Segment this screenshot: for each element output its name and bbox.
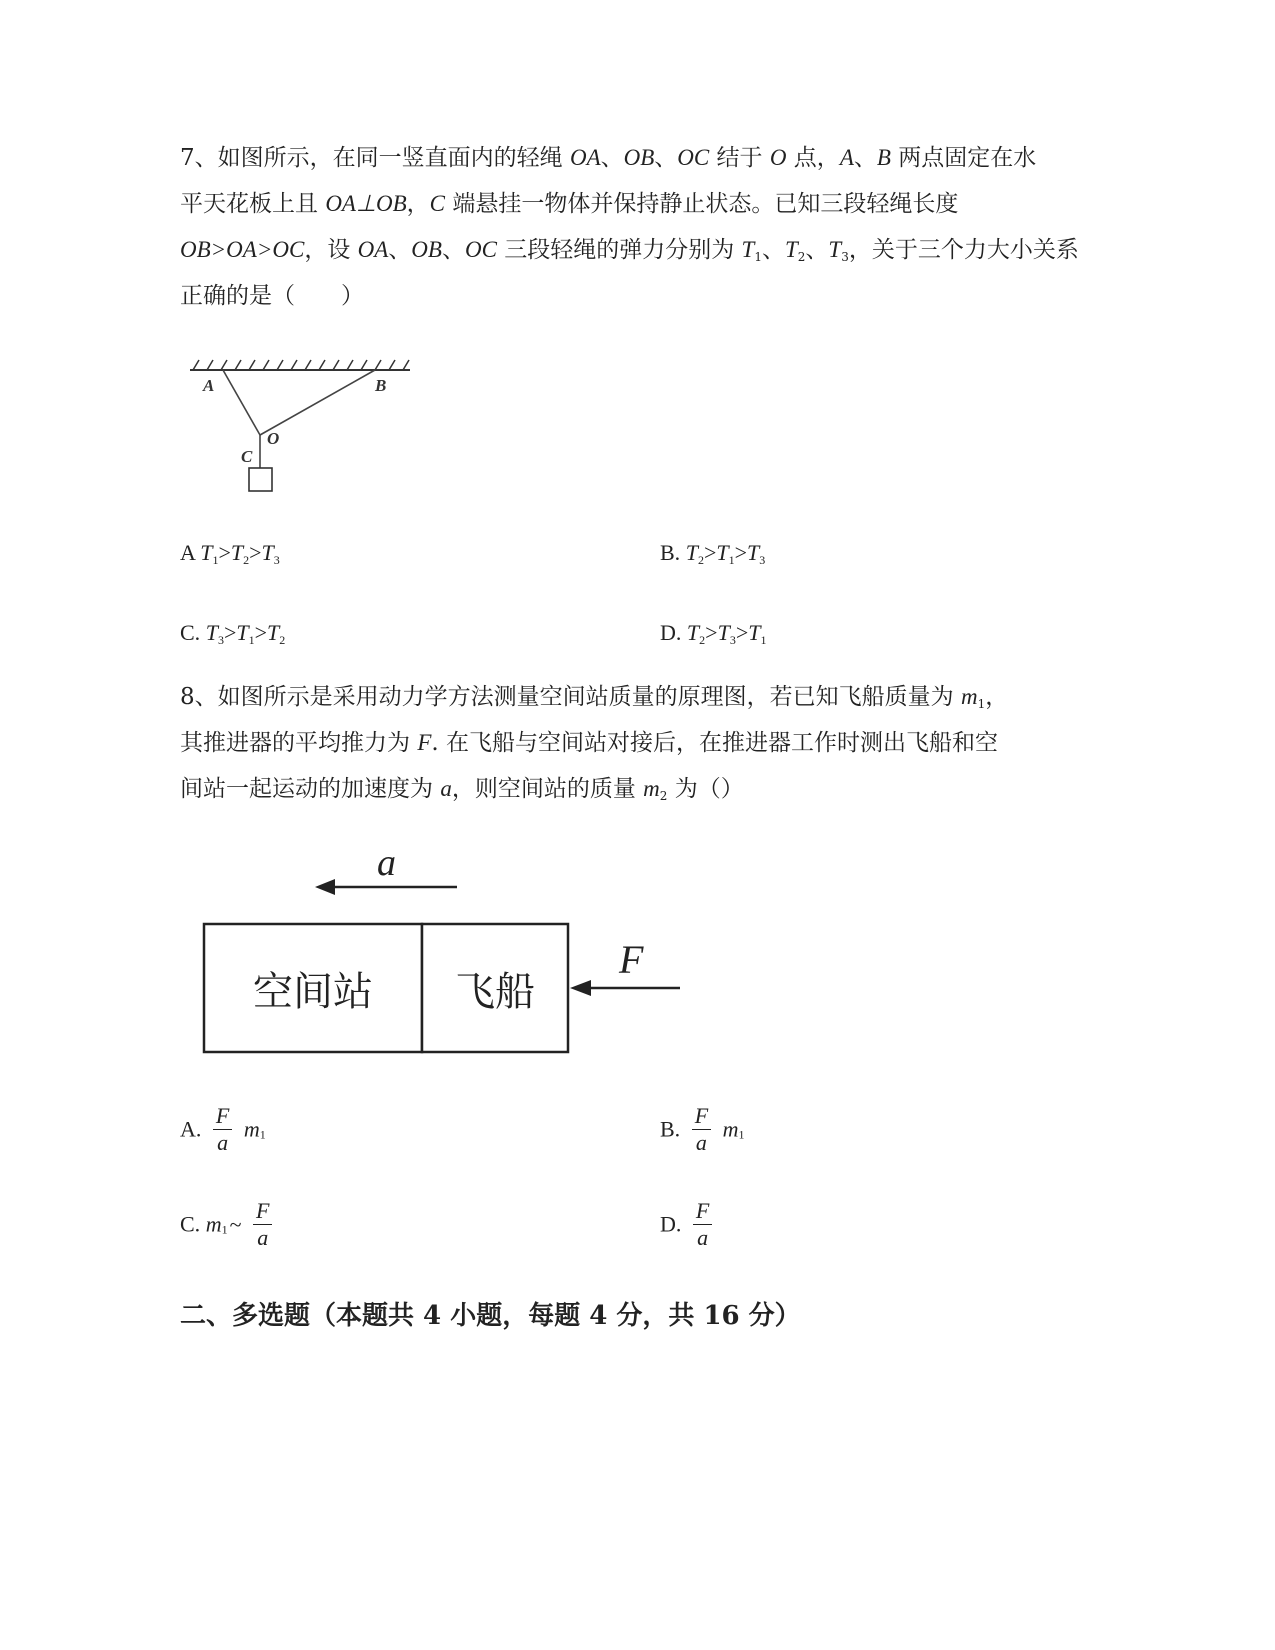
q8-docking-figure [195,840,695,1060]
q8-option-c[interactable]: C. $m_1\sim$ $\frac{F}{a}$ [180,1200,278,1249]
q7-line-3: OB>OA>OC，设 OA、OB、OC 三段轻绳的弹力分别为 $T_1$、$T_2$、$T_3$，关于三个力大小关系 [180,237,1079,264]
label-O: O [267,429,280,448]
q7-line-2: 平天花板上且 OA⊥OB，C 端悬挂一物体并保持静止状态。已知三段轻绳长度 [180,191,959,217]
hanging-block [249,468,272,491]
ship-label: 飞船 [455,969,535,1015]
q7-line-4: 正确的是（ ） [180,283,364,309]
fraction: $\frac{F}{a}$ [693,1200,712,1249]
acceleration-arrowhead [315,879,335,895]
fraction: $\frac{F}{a}$ [692,1105,711,1154]
label-C: C [241,447,253,466]
rope-OA [223,370,260,435]
fraction: $\frac{F}{a}$ [253,1200,272,1249]
q8-line-2: 其推进器的平均推力为 F. 在飞船与空间站对接后，在推进器工作时测出飞船和空 [180,730,998,756]
q7-line-1: 7、如图所示，在同一竖直面内的轻绳 OA、OB、OC 结于 O 点，A、B 两点固定在水 [180,145,1037,171]
ceiling-hatching [193,360,409,370]
q8-option-b[interactable]: B. $\frac{F}{a}$ $m_1$ [660,1103,745,1155]
q8-option-a[interactable]: A. $\frac{F}{a}$ $m_1$ [180,1103,266,1155]
q8-option-d[interactable]: D. $\frac{F}{a}$ [660,1200,718,1249]
section-heading: 二、多选题（本题共 4 小题，每题 4 分，共 16 分） [180,1301,801,1331]
label-A: A [203,376,215,395]
q8-line-1: 8、如图所示是采用动力学方法测量空间站质量的原理图，若已知飞船质量为 $m_1$， [180,684,1009,711]
label-B: B [375,376,387,395]
q7-option-a[interactable]: A $T_1>T_2>T_3$ [180,540,280,567]
force-arrowhead [570,980,591,996]
q7-option-d[interactable]: D. $T_2>T_3>T_1$ [660,620,767,647]
station-label: 空间站 [253,969,373,1015]
q7-option-c[interactable]: C. $T_3>T_1>T_2$ [180,620,286,647]
q8-line-3: 间站一起运动的加速度为 a，则空间站的质量 $m_2$ 为（） [180,776,744,803]
rope-OB [260,370,375,435]
q7-option-b[interactable]: B. $T_2>T_1>T_3$ [660,540,766,567]
q7-rope-figure [185,350,425,500]
fraction: $\frac{F}{a}$ [213,1105,232,1154]
acceleration-label: a [377,842,396,884]
force-label: F [619,937,644,982]
